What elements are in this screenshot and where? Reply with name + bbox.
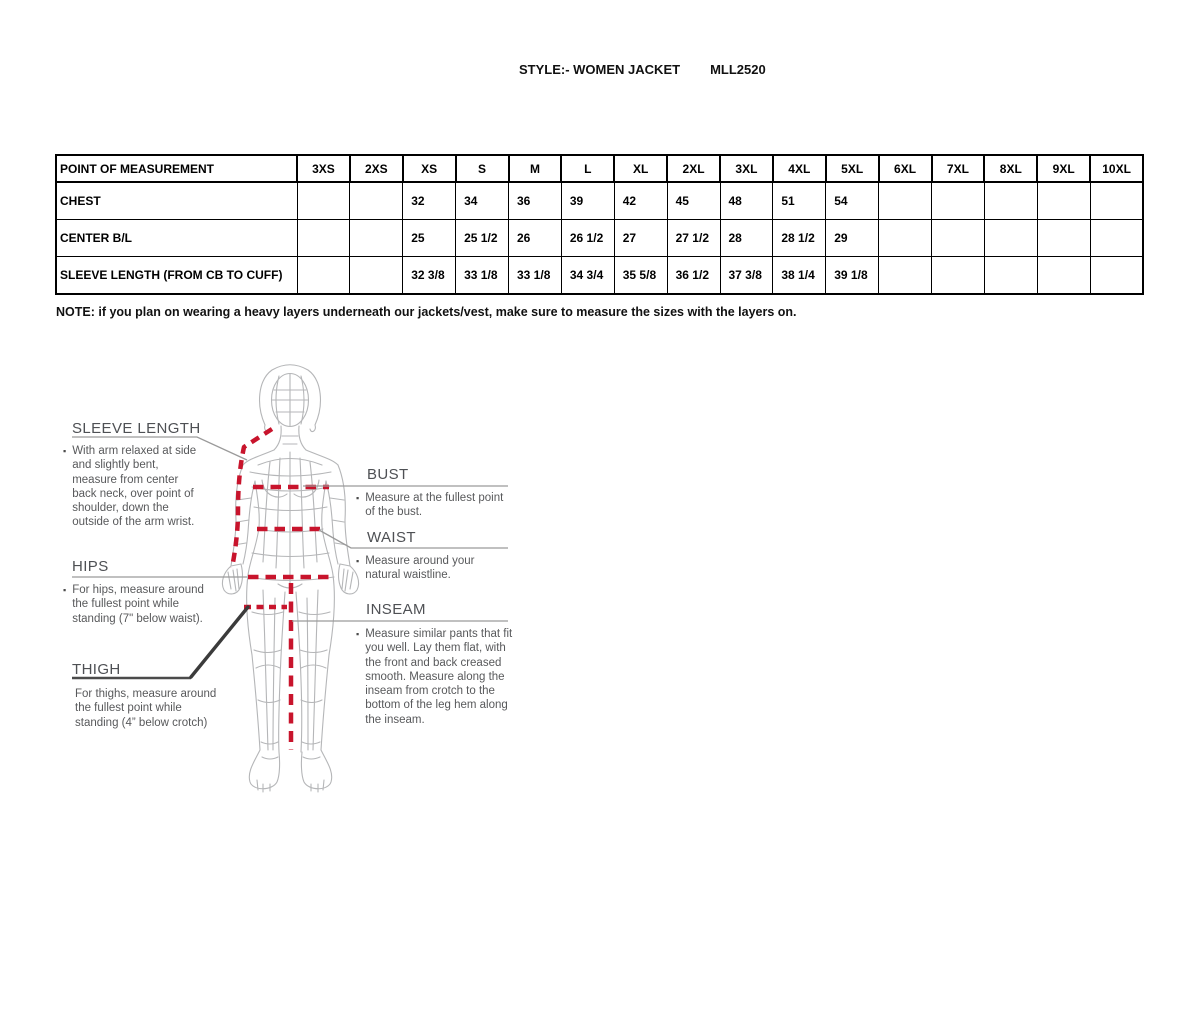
size-value-cell: 28 1/2 [773, 220, 826, 257]
size-value-cell [297, 257, 350, 295]
hips-description [63, 583, 215, 626]
bust-text: Measure at the fullest point of the bust. [365, 492, 504, 519]
bullet-square-icon: ▪ [356, 493, 360, 503]
page-title [519, 62, 766, 77]
bullet-square-icon: ▪ [356, 629, 360, 639]
bullet-square-icon: ▪ [356, 556, 360, 566]
bullet-square-icon: ▪ [63, 446, 67, 456]
size-value-cell [1037, 182, 1090, 220]
size-value-cell: 45 [667, 182, 720, 220]
size-value-cell: 39 1/8 [826, 257, 879, 295]
sleeve-length-text: With arm relaxed at side and slightly bent, measure from center back neck, over point of shoulder, down the outside of the arm wrist. [72, 445, 197, 529]
table-row [56, 182, 1143, 220]
thigh-text: For thighs, measure around the fullest point while standing (4” below crotch) [75, 688, 217, 729]
size-column-header: XL [614, 155, 667, 182]
size-value-cell [879, 182, 932, 220]
size-column-header: 3XS [297, 155, 350, 182]
table-row [56, 257, 1143, 295]
size-value-cell: 32 [403, 182, 456, 220]
size-value-cell [932, 220, 985, 257]
size-column-header: 4XL [773, 155, 826, 182]
size-column-header: 3XL [720, 155, 773, 182]
bullet-square-icon: ▪ [63, 585, 67, 595]
size-value-cell: 42 [614, 182, 667, 220]
size-value-cell: 25 [403, 220, 456, 257]
row-label: SLEEVE LENGTH (FROM CB TO CUFF) [56, 257, 297, 295]
measurement-column-header: POINT OF MEASUREMENT [56, 155, 297, 182]
size-value-cell: 29 [826, 220, 879, 257]
size-column-header: 6XL [879, 155, 932, 182]
waist-heading: WAIST [367, 529, 416, 546]
size-table [55, 154, 1144, 295]
inseam-heading: INSEAM [366, 601, 426, 618]
size-column-header: L [561, 155, 614, 182]
size-value-cell [297, 220, 350, 257]
size-value-cell: 32 3/8 [403, 257, 456, 295]
size-value-cell [350, 257, 403, 295]
size-value-cell: 51 [773, 182, 826, 220]
table-row [56, 220, 1143, 257]
size-value-cell: 34 3/4 [561, 257, 614, 295]
bust-description [356, 491, 504, 520]
hips-heading: HIPS [72, 558, 109, 575]
size-column-header: 10XL [1090, 155, 1143, 182]
thigh-heading: THIGH [72, 661, 121, 678]
inseam-description [356, 627, 516, 727]
size-value-cell: 36 1/2 [667, 257, 720, 295]
size-value-cell: 26 1/2 [561, 220, 614, 257]
size-value-cell [1037, 257, 1090, 295]
size-value-cell: 54 [826, 182, 879, 220]
size-column-header: 5XL [826, 155, 879, 182]
body-figure-wireframe [222, 365, 358, 792]
size-column-header: 8XL [984, 155, 1037, 182]
size-value-cell [350, 182, 403, 220]
size-value-cell: 25 1/2 [456, 220, 509, 257]
size-value-cell: 35 5/8 [614, 257, 667, 295]
size-value-cell: 33 1/8 [509, 257, 562, 295]
size-column-header: XS [403, 155, 456, 182]
size-column-header: 2XL [667, 155, 720, 182]
size-value-cell [879, 257, 932, 295]
size-column-header: 2XS [350, 155, 403, 182]
thigh-description [75, 687, 227, 730]
bust-heading: BUST [367, 466, 409, 483]
size-value-cell [984, 220, 1037, 257]
size-value-cell [984, 182, 1037, 220]
size-value-cell [984, 257, 1037, 295]
waist-text: Measure around your natural waistline. [365, 555, 475, 582]
size-value-cell: 48 [720, 182, 773, 220]
size-value-cell: 38 1/4 [773, 257, 826, 295]
size-value-cell [932, 182, 985, 220]
size-value-cell: 28 [720, 220, 773, 257]
row-label: CENTER B/L [56, 220, 297, 257]
row-label: CHEST [56, 182, 297, 220]
size-value-cell [1037, 220, 1090, 257]
size-value-cell [932, 257, 985, 295]
sleeve-length-description [63, 444, 205, 530]
size-value-cell: 27 [614, 220, 667, 257]
size-value-cell: 27 1/2 [667, 220, 720, 257]
sleeve-length-heading: SLEEVE LENGTH [72, 420, 201, 437]
hips-text: For hips, measure around the fullest point while standing (7" below waist). [72, 584, 204, 625]
size-value-cell: 37 3/8 [720, 257, 773, 295]
size-value-cell: 39 [561, 182, 614, 220]
size-column-header: S [456, 155, 509, 182]
waist-description [356, 554, 504, 583]
inseam-text: Measure similar pants that fit you well. Lay them flat, with the front and back creased smooth. Measure along the inseam from crotch to the bottom of the leg hem along the inseam. [365, 628, 513, 726]
size-value-cell: 33 1/8 [456, 257, 509, 295]
style-code: MLL2520 [710, 62, 766, 77]
size-value-cell: 34 [456, 182, 509, 220]
size-column-header: 9XL [1037, 155, 1090, 182]
size-column-header: 7XL [932, 155, 985, 182]
size-column-header: M [509, 155, 562, 182]
size-value-cell [297, 182, 350, 220]
table-header-row [56, 155, 1143, 182]
sleeve-length-measure-line [232, 429, 272, 568]
size-value-cell [350, 220, 403, 257]
size-value-cell [1090, 182, 1143, 220]
note-text: NOTE: if you plan on wearing a heavy layers underneath our jackets/vest, make sure to measure the sizes with the layers on. [56, 305, 797, 319]
size-value-cell: 26 [509, 220, 562, 257]
size-value-cell: 36 [509, 182, 562, 220]
size-value-cell [1090, 257, 1143, 295]
style-label: STYLE:- WOMEN JACKET [519, 62, 681, 77]
size-value-cell [1090, 220, 1143, 257]
size-value-cell [879, 220, 932, 257]
